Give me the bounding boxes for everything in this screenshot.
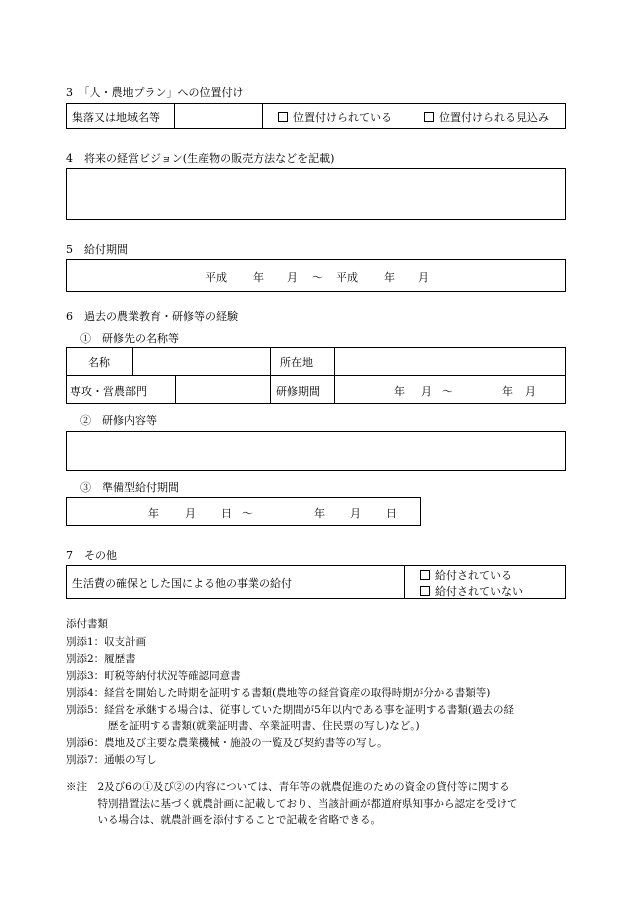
attachment-item: 歴を証明する書類(就業証明書、卒業証明書、住民票の写し)など。) [66, 720, 420, 732]
prep-day-start: 日 [221, 507, 232, 520]
attachment-item: 別添6：農地及び主要な農業機械・施設の一覧及び契約書等の写し。 [66, 737, 388, 749]
community-input[interactable] [176, 104, 261, 128]
received-option[interactable]: 給付されている [420, 567, 512, 583]
department-input[interactable] [177, 376, 269, 403]
other-benefit-label: 生活費の確保とした国による他の事業の給付 [72, 577, 292, 590]
prep-day-end: 日 [386, 507, 397, 520]
checkbox-icon[interactable] [424, 112, 434, 122]
attachment-item: 別添7：通帳の写し [66, 754, 157, 766]
era-start: 平成 [205, 271, 227, 284]
range-tilde: ～ [442, 385, 453, 398]
location-label: 所在地 [280, 356, 313, 369]
checkbox-icon[interactable] [278, 112, 288, 122]
divider [270, 347, 271, 404]
section4-heading: 4 将来の経営ビジョン(生産物の販売方法などを記載) [66, 152, 335, 165]
attachment-item: 別添1：収支計画 [66, 636, 147, 648]
not-received-option[interactable]: 給付されていない [420, 583, 523, 599]
era-end: 平成 [336, 271, 358, 284]
prep-year-start: 年 [148, 507, 159, 520]
training-content-subheading: ② 研修内容等 [80, 414, 157, 427]
prep-year-end: 年 [314, 507, 325, 520]
month-end: 月 [418, 271, 429, 284]
prep-month-end: 月 [350, 507, 361, 520]
divider [132, 347, 133, 375]
vision-field[interactable] [66, 168, 566, 220]
training-month-end: 月 [525, 385, 536, 398]
attachments-heading: 添付書類 [66, 618, 108, 630]
divider [262, 103, 263, 129]
prep-month-start: 月 [185, 507, 196, 520]
note-line: ※注 2及び6の①及び②の内容については、青年等の就農促進のための資金の貸付等に関する [66, 781, 510, 793]
year-start: 年 [253, 271, 264, 284]
training-month-start: 月 [421, 385, 432, 398]
name-label: 名称 [88, 356, 110, 369]
checkbox-icon[interactable] [420, 586, 430, 596]
expected-option[interactable]: 位置付けられる見込み [424, 109, 549, 125]
divider [404, 565, 405, 599]
attachment-item: 別添5：経営を承継する場合は、従事していた期間が5年以内である事を証明する書類(過去の経 [66, 704, 514, 716]
positioned-option[interactable]: 位置付けられている [278, 109, 392, 125]
divider [66, 375, 566, 376]
range-tilde: ～ [312, 271, 323, 284]
training-year-start: 年 [394, 385, 405, 398]
department-label: 専攻・営農部門 [70, 385, 147, 398]
checkbox-icon[interactable] [420, 570, 430, 580]
prep-period-subheading: ③ 準備型給付期間 [80, 481, 179, 494]
name-input[interactable] [134, 348, 269, 374]
attachment-item: 別添2：履歴書 [66, 653, 136, 665]
note-line: 特別措置法に基づく就農計画に記載しており、当該計画が都道府県知事から認定を受けて [66, 798, 518, 810]
year-end: 年 [384, 271, 395, 284]
section6-heading: 6 過去の農業教育・研修等の経験 [66, 310, 238, 323]
attachment-item: 別添3：町税等納付状況等確認同意書 [66, 670, 241, 682]
section7-heading: 7 その他 [66, 549, 117, 562]
training-year-end: 年 [502, 385, 513, 398]
community-label: 集落又は地域名等 [72, 111, 160, 124]
divider [175, 375, 176, 404]
attachment-item: 別添4：経営を開始した時期を証明する書類(農地等の経営資産の取得時期が分かる書類等) [66, 687, 491, 699]
divider [174, 103, 175, 129]
range-tilde: ～ [242, 507, 253, 520]
section5-heading: 5 給付期間 [66, 243, 128, 256]
training-period-label: 研修期間 [276, 385, 320, 398]
training-name-subheading: ① 研修先の名称等 [80, 332, 179, 345]
section3-heading: 3 「人・農地プラン」への位置付け [66, 86, 244, 99]
month-start: 月 [287, 271, 298, 284]
divider [334, 347, 335, 404]
training-content-field[interactable] [66, 431, 566, 471]
location-input[interactable] [336, 348, 564, 374]
note-line: いる場合は、就農計画を添付することで記載を省略できる。 [66, 814, 381, 826]
